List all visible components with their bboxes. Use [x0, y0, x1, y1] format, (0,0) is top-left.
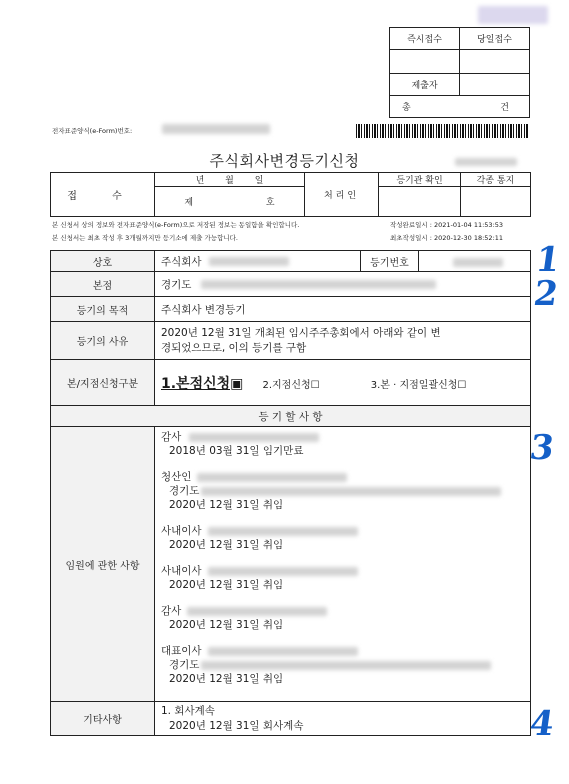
redacted-stamp: [478, 6, 548, 24]
head-office-label: 본점: [51, 272, 155, 297]
barcode: [356, 124, 528, 138]
completed-datetime: 작성완료일시 : 2021-01-04 11:53:53: [390, 221, 504, 229]
company-prefix: 주식회사: [161, 255, 202, 268]
officer-detail: 2020년 12월 31일 취임: [169, 499, 284, 511]
redacted-officer-address: [201, 487, 501, 496]
date-label: 년 월 일: [155, 173, 305, 187]
redacted-officer-name: [208, 567, 358, 576]
processor-label: 처리인: [305, 173, 379, 217]
reception-table: [50, 172, 531, 217]
items-header: 등 기 할 사 항: [51, 406, 531, 427]
officer-entry: [161, 470, 524, 512]
officer-detail: 2020년 12월 31일 취임: [169, 539, 284, 551]
officer-role: 청산인: [161, 471, 192, 483]
officers-list: [155, 427, 531, 702]
officer-role: 감사: [161, 605, 182, 617]
officer-role: 감사: [161, 431, 182, 443]
purpose-label: 등기의 목적: [51, 297, 155, 322]
first-written-datetime: 최초작성일시 : 2020-12-30 18:52:11: [390, 234, 504, 242]
company-name-label: 상호: [51, 251, 155, 272]
registry-check-label: 등기관 확인: [379, 173, 461, 187]
officer-detail: 2020년 12월 31일 취임: [169, 673, 284, 685]
officer-detail: 2018년 03월 31일 임기만료: [169, 445, 304, 457]
redacted-officer-address: [201, 661, 491, 670]
redacted-eform-number: [162, 124, 270, 134]
redacted-company-name: [209, 257, 289, 266]
reception-label: 접 수: [51, 173, 155, 217]
officer-role: 사내이사: [161, 525, 202, 537]
officer-entry: [161, 644, 524, 686]
redacted-officer-name: [208, 527, 358, 536]
head-office-value: 경기도: [161, 278, 192, 291]
handwritten-mark-1: 1: [533, 240, 563, 280]
redacted-officer-name: [197, 473, 347, 482]
officer-role: 사내이사: [161, 565, 202, 577]
redacted-head-office-address: [201, 280, 436, 289]
officer-entry: [161, 430, 524, 458]
handwritten-mark-3: 3: [527, 428, 557, 468]
receipt-box: [389, 27, 530, 118]
purpose-value: 주식회사 변경등기: [155, 297, 531, 322]
branch-option-branch: 2.지점신청☐: [262, 379, 320, 391]
total-unit: 건: [500, 103, 509, 113]
handwritten-mark-2: 2: [531, 274, 561, 314]
note-line-2: 본 신청서는 최초 작성 후 3개월까지만 등기소에 제출 가능합니다.: [52, 234, 238, 242]
note-line-1: 본 신청서 상의 정보와 전자표준양식(e-Form)으로 저장된 정보는 동일함을 확인합니다.: [52, 221, 300, 229]
same-day-receipt: 당일접수: [460, 28, 530, 50]
reason-label: 등기의 사유: [51, 322, 155, 360]
submitter-label: 제출자: [390, 74, 460, 96]
handwritten-mark-4: 4: [527, 704, 557, 744]
other-label: 기타사항: [51, 702, 155, 736]
total-label: 총: [402, 103, 411, 113]
officer-address: 경기도: [169, 659, 200, 671]
page-title: 주식회사변경등기신청: [209, 152, 360, 170]
branch-option-head-office: 1.본점신청▣: [161, 375, 244, 392]
redacted-registration-number: [453, 258, 503, 267]
branch-option-both: 3.본 · 지점일괄신청☐: [370, 379, 467, 391]
immediate-receipt: 즉시접수: [390, 28, 460, 50]
branch-type-label: 본/지점신청구분: [51, 360, 155, 406]
other-line-1: 1. 회사계속: [161, 704, 215, 717]
redacted-officer-name: [187, 607, 327, 616]
reason-line-1: 2020년 12월 31일 개최된 임시주주총회에서 아래와 같이 변: [161, 326, 441, 339]
officer-address: 경기도: [169, 485, 200, 497]
officer-detail: 2020년 12월 31일 취임: [169, 579, 284, 591]
officers-label: 임원에 관한 사항: [51, 427, 155, 702]
reason-line-2: 경되었으므로, 이의 등기를 구함: [161, 341, 307, 354]
officer-entry: [161, 604, 524, 632]
application-form: [50, 250, 531, 736]
officer-entry: [161, 524, 524, 552]
number-label: 제 호: [155, 187, 305, 217]
officer-role: 대표이사: [161, 645, 202, 657]
redacted-officer-name: [208, 647, 358, 656]
officer-detail: 2020년 12월 31일 취임: [169, 619, 284, 631]
notice-label: 각종 통지: [461, 173, 531, 187]
eform-label: 전자표준양식(e-Form)번호:: [52, 127, 133, 135]
officer-entry: [161, 564, 524, 592]
redacted-header-note: [455, 158, 517, 166]
other-line-2: 2020년 12월 31일 회사계속: [169, 719, 304, 732]
registration-number-label: 등기번호: [361, 251, 419, 272]
redacted-officer-name: [189, 433, 319, 442]
